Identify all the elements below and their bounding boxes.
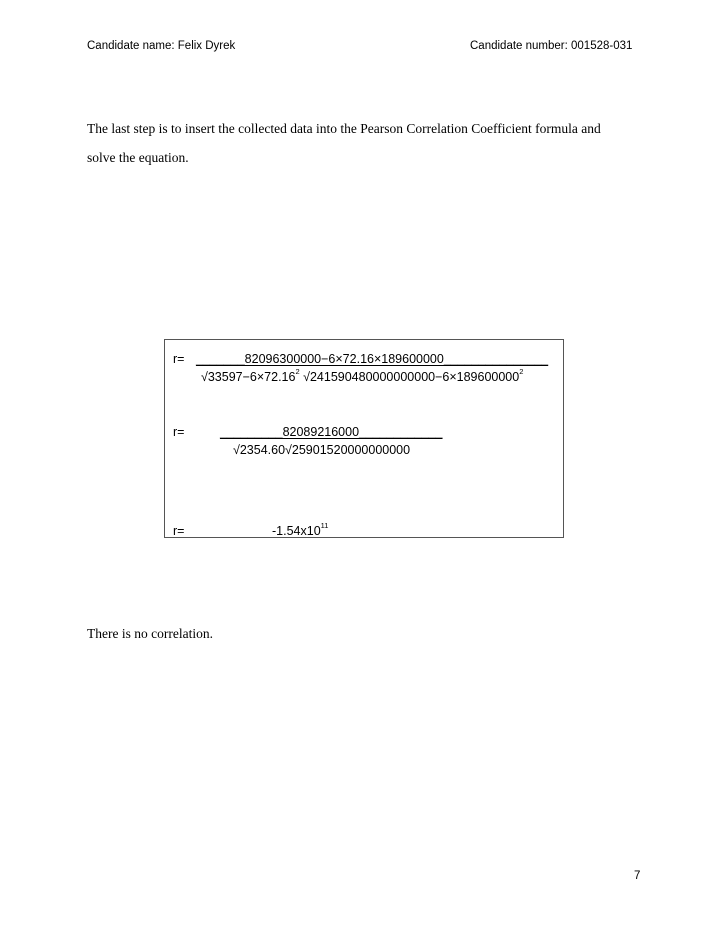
eq3-exponent: 11 <box>320 521 329 530</box>
page-number: 7 <box>634 870 641 882</box>
eq3-value: -1.54x10 <box>272 524 321 538</box>
header-candidate-number: Candidate number: 001528-031 <box>470 40 633 52</box>
eq2-label: r= <box>173 425 185 439</box>
eq1-label: r= <box>173 352 185 366</box>
intro-line-2: solve the equation. <box>87 150 189 165</box>
conclusion-text: There is no correlation. <box>87 626 213 641</box>
eq1-denominator <box>201 367 524 384</box>
eq1-den-part2: √241590480000000000−6×189600000 <box>299 370 520 384</box>
header-candidate-name: Candidate name: Felix Dyrek <box>87 40 236 52</box>
eq2-denominator: √2354.60√25901520000000000 <box>233 443 411 457</box>
eq3-result <box>272 521 329 538</box>
intro-line-1: The last step is to insert the collected data into the Pearson Correlation Coefficient formula and <box>87 121 601 136</box>
eq1-den-exponent2: 2 <box>519 367 524 376</box>
eq1-den-exponent1: 2 <box>295 367 300 376</box>
eq1-den-part1: √33597−6×72.16 <box>201 370 296 384</box>
equation-box <box>164 339 564 538</box>
eq3-label: r= <box>173 524 185 538</box>
eq1-numerator: _______82096300000−6×72.16×189600000_______________ <box>196 352 549 366</box>
eq2-numerator: _________82089216000____________ <box>220 425 443 439</box>
